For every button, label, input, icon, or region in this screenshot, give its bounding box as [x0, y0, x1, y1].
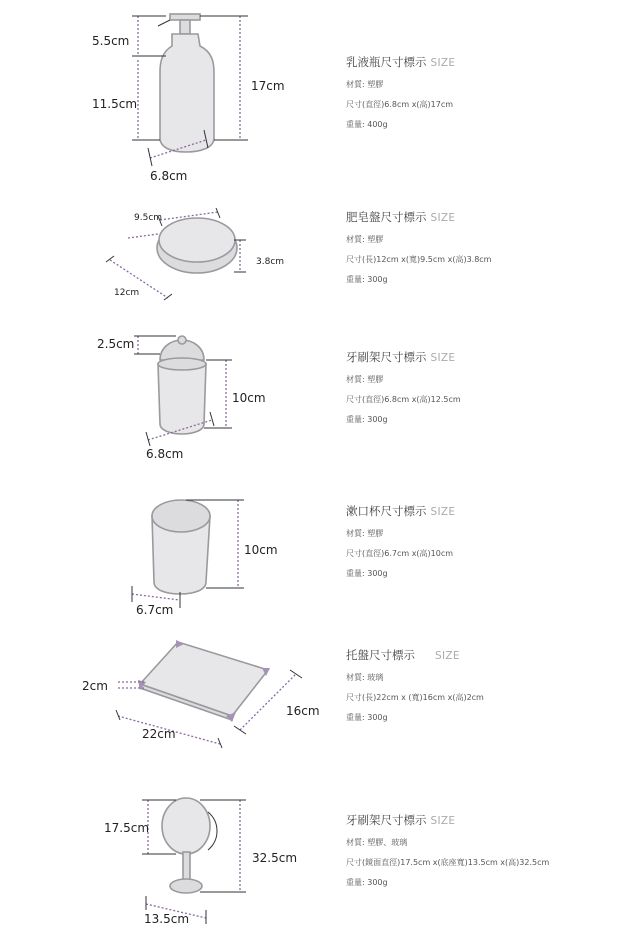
tray-top-shape — [140, 642, 268, 716]
item-mouthwash-cup — [0, 480, 620, 630]
size-label: SIZE — [430, 212, 456, 224]
toothbrush-holder-drawing — [0, 320, 330, 470]
material-text: 材質: 玻璃 — [346, 673, 384, 682]
dimensions-text: 尺寸(直徑)6.8cm x(高)17cm — [346, 100, 454, 109]
dim-label: 13.5cm — [144, 912, 190, 926]
soap-dish-drawing — [0, 190, 330, 320]
dim-label: 10cm — [232, 391, 266, 405]
item-title: 肥皂盤尺寸標示 — [346, 210, 427, 224]
holder-rim-shape — [158, 358, 206, 370]
material-text: 材質: 塑膠 — [346, 80, 384, 89]
lotion-bottle-info — [346, 54, 455, 130]
dimensions-text: 尺寸(鏡面直徑)17.5cm x(底座寬)13.5cm x(高)32.5cm — [346, 858, 550, 867]
item-title: 乳液瓶尺寸標示 — [346, 55, 427, 69]
mirror-face-shape — [162, 798, 210, 854]
item-toothbrush-holder — [0, 320, 620, 470]
item-soap-dish — [0, 190, 620, 320]
mirror-base-shape — [170, 879, 202, 893]
dimensions-text: 尺寸(直徑)6.7cm x(高)10cm — [346, 549, 454, 558]
item-title: 漱口杯尺寸標示 — [346, 504, 427, 518]
size-label: SIZE — [430, 815, 456, 827]
size-label: SIZE — [430, 57, 456, 69]
mouthwash-cup-drawing — [0, 480, 330, 630]
dimensions-text: 尺寸(直徑)6.8cm x(高)12.5cm — [346, 395, 461, 404]
item-mirror-stand — [0, 780, 620, 946]
dim-label: 22cm — [142, 727, 176, 741]
dim-label: 11.5cm — [92, 97, 138, 111]
holder-knob-shape — [178, 336, 186, 344]
soap-dish-top-shape — [159, 218, 235, 262]
dim-label: 2.5cm — [97, 337, 135, 351]
weight-text: 重量: 300g — [346, 878, 388, 887]
item-tray — [0, 630, 620, 780]
dimensions-text: 尺寸(長)12cm x(寬)9.5cm x(高)3.8cm — [346, 255, 492, 264]
item-lotion-bottle — [0, 0, 620, 190]
dim-label: 10cm — [244, 543, 278, 557]
cup-rim-shape — [152, 500, 210, 532]
dim-label: 16cm — [286, 704, 320, 718]
dim-label: 17.5cm — [104, 821, 150, 835]
dim-label: 3.8cm — [256, 257, 285, 267]
material-text: 材質: 塑膠 — [346, 375, 384, 384]
weight-text: 重量: 300g — [346, 713, 388, 722]
lotion-bottle-drawing — [0, 0, 330, 190]
dim-label: 12cm — [114, 288, 140, 298]
mirror-stand-drawing — [0, 780, 330, 946]
size-label: SIZE — [430, 352, 456, 364]
item-title: 牙刷架尺寸標示 — [346, 813, 427, 827]
weight-text: 重量: 300g — [346, 415, 388, 424]
size-label: SIZE — [430, 506, 456, 518]
tray-drawing — [0, 630, 330, 780]
item-title: 托盤尺寸標示 — [346, 648, 415, 662]
dim-label: 5.5cm — [92, 34, 130, 48]
soap-dish-info — [346, 209, 491, 285]
mirror-stand-info — [346, 812, 549, 888]
mirror-stem-shape — [183, 852, 190, 882]
weight-text: 重量: 400g — [346, 120, 388, 129]
material-text: 材質: 塑膠、玻璃 — [346, 838, 408, 847]
pump-head-shape — [170, 14, 200, 20]
weight-text: 重量: 300g — [346, 275, 388, 284]
weight-text: 重量: 300g — [346, 569, 388, 578]
dim-label: 6.8cm — [150, 169, 188, 183]
material-text: 材質: 塑膠 — [346, 235, 384, 244]
dim-label: 32.5cm — [252, 851, 298, 865]
size-label: SIZE — [435, 650, 460, 662]
item-title: 牙刷架尺寸標示 — [346, 350, 427, 364]
bottle-body-shape — [160, 34, 214, 152]
material-text: 材質: 塑膠 — [346, 529, 384, 538]
tray-info — [346, 647, 484, 723]
toothbrush-holder-info — [346, 349, 461, 425]
dim-label: 6.8cm — [146, 447, 184, 461]
pump-stem-shape — [180, 20, 190, 34]
dim-label: 9.5cm — [134, 213, 163, 223]
dim-label: 2cm — [82, 679, 108, 693]
dim-label: 6.7cm — [136, 603, 174, 617]
mouthwash-cup-info — [346, 503, 455, 579]
dimensions-text: 尺寸(長)22cm x (寬)16cm x(高)2cm — [346, 693, 484, 702]
dim-label: 17cm — [251, 79, 285, 93]
